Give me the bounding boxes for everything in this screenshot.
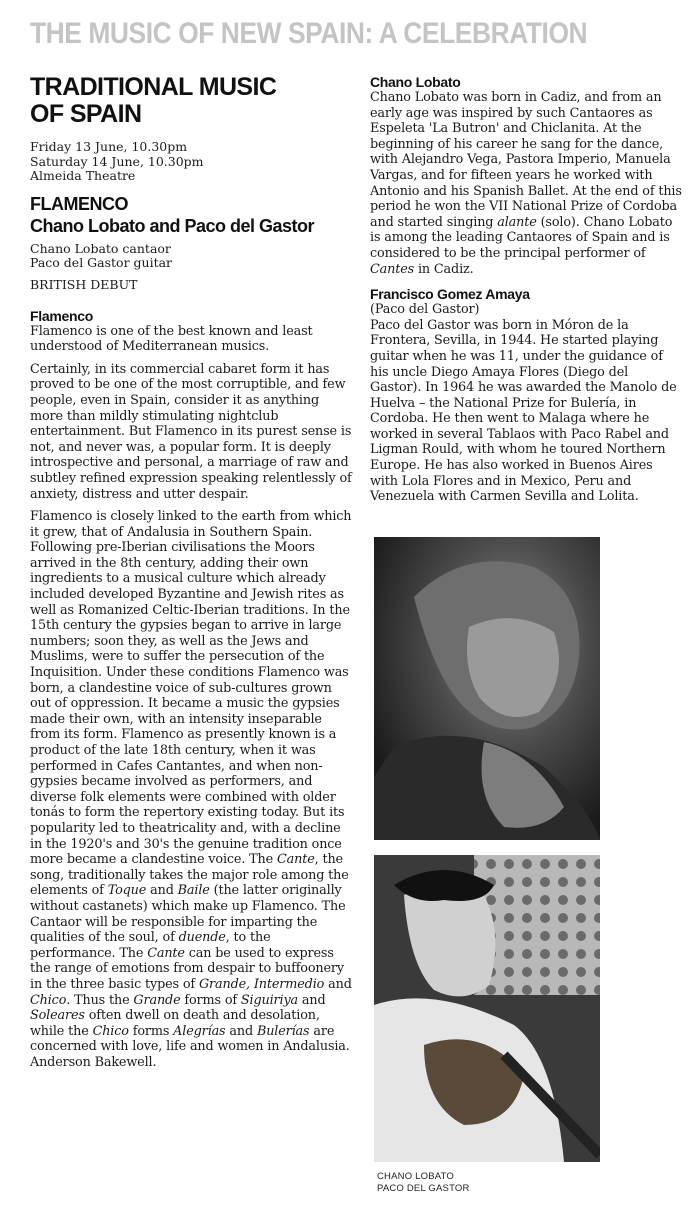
venue: Almeida Theatre: [30, 168, 136, 184]
left-column: [30, 74, 352, 1070]
flamenco-section-heading: Flamenco: [30, 307, 93, 324]
date-friday: Friday 13 June, 10.30pm: [30, 139, 188, 154]
caption-line-1: CHANO LOBATO: [377, 1171, 455, 1182]
series-banner: THE MUSIC OF NEW SPAIN: A CELEBRATION: [30, 17, 588, 50]
author-signature: Anderson Bakewell.: [30, 1054, 157, 1070]
photo-paco-del-gastor-image: [374, 855, 600, 1162]
flamenco-essay: [30, 324, 352, 1071]
essay-paragraph-1: Flamenco is one of the best known and least understood of Mediterranean musics.: [30, 323, 313, 355]
photo-paco-del-gastor: [374, 855, 600, 1162]
caption-line-2: PACO DEL GASTOR: [377, 1183, 470, 1194]
credit-cantaor: Chano Lobato cantaor: [30, 240, 171, 256]
performers-heading: Chano Lobato and Paco del Gastor: [30, 215, 315, 236]
genre-heading: FLAMENCO: [30, 193, 128, 214]
photo-chano-lobato-image: [374, 537, 600, 840]
credit-guitar: Paco del Gastor guitar: [30, 255, 173, 271]
date-saturday: Saturday 14 June, 10.30pm: [30, 153, 204, 169]
bio-paco-subtitle: (Paco del Gastor): [370, 302, 480, 318]
bio-chano-heading: Chano Lobato: [370, 74, 461, 90]
event-schedule: [30, 140, 352, 184]
right-column: [370, 74, 682, 505]
essay-paragraph-2: Certainly, in its commercial cabaret form it has proved to be one of the most corruptible, and few people, even in Spain, consider it as anything more than mildly stimulating nightclub entertainment. But Flamenco in its purest sense is not, and never was, a popular form. It is deeply introspective and personal, a marriage of raw and subtley refined expression speaking relentlessly of anxiety, distress and utter despair.: [30, 361, 352, 502]
photo-chano-lobato: [374, 537, 600, 840]
photo-caption: [377, 1171, 470, 1195]
performer-credits: [30, 242, 352, 271]
debut-note: BRITISH DEBUT: [30, 276, 138, 292]
essay-paragraph-3: Flamenco is closely linked to the earth from which it grew, that of Andalusia in Southern Spain. Following pre-Iberian civilisations the Moors arrived in the 8th century, adding their own ingredients to a musical culture which already included developed Byzantine and Jewish rites as well as Romanized Celtic-Iberian traditions. In the 15th century the gypsies began to arrive in large numbers; soon they, as well as the Jews and Muslims, were to suffer the persecution of the Inquisition. Under these conditions Flamenco was born, a clandestine voice of sub-cultures grown out of oppression. It became a music the gypsies made their own, with an intensity inseparable from its form. Flamenco as presently known is a product of the late 18th century, when it was performed in Cafes Cantantes, and when non-gypsies became involved as performers, and diverse folk elements were combined with older tonás to form the repertory existing today. But its popularity led to theatricality and, with a decline in the 1920's and 30's the genuine tradition once more became a clandestine voice. The Cante, the song, traditionally takes the major role among the elements of Toque and Baile (the latter originally without castanets) which make up Flamenco. The Cantaor will be responsible for imparting the qualities of the soul, of duende, to the performance. The Cante can be used to express the range of emotions from despair to buffoonery in the three basic types of Grande, Intermedio and Chico. Thus the Grande forms of Siguiriya and Soleares often dwell on death and desolation, while the Chico forms Alegrías and Bulerías are concerned with love, life and women in Andalusia. Anderson Bakewell.: [30, 509, 352, 1070]
bio-chano-text: Chano Lobato was born in Cadiz, and from an early age was inspired by such Cantaores as Espeleta 'La Butron' and Chiclanita. At the beginning of his career he sang for the dance, with Alejandro Vega, Pastora Imperio, Manuela Vargas, and for fifteen years he worked with Antonio and his Spanish Ballet. At the end of this period he won the VII National Prize of Cordoba and started singing alante (solo). Chano Lobato is among the leading Cantaores of Spain and is considered to be the principal performer of Cantes in Cadiz.: [370, 90, 682, 277]
bio-paco-heading: Francisco Gomez Amaya: [370, 286, 530, 303]
event-title: TRADITIONAL MUSIC OF SPAIN: [30, 73, 277, 128]
bio-paco-text: Paco del Gastor was born in Móron de la Frontera, Sevilla, in 1944. He started playing guitar when he was 11, under the guidance of his uncle Diego Amaya Flores (Diego del Gastor). In 1964 he was awarded the Manolo de Huelva – the National Prize for Bulería, in Cordoba. He then went to Malaga where he worked in several Tablaos with Paco Rabel and Ligman Rould, with whom he toured Northern Europe. He has also worked in Buenos Aires with Lola Flores and in Mexico, Peru and Venezuela with Carmen Sevilla and Lolita.: [370, 317, 677, 505]
